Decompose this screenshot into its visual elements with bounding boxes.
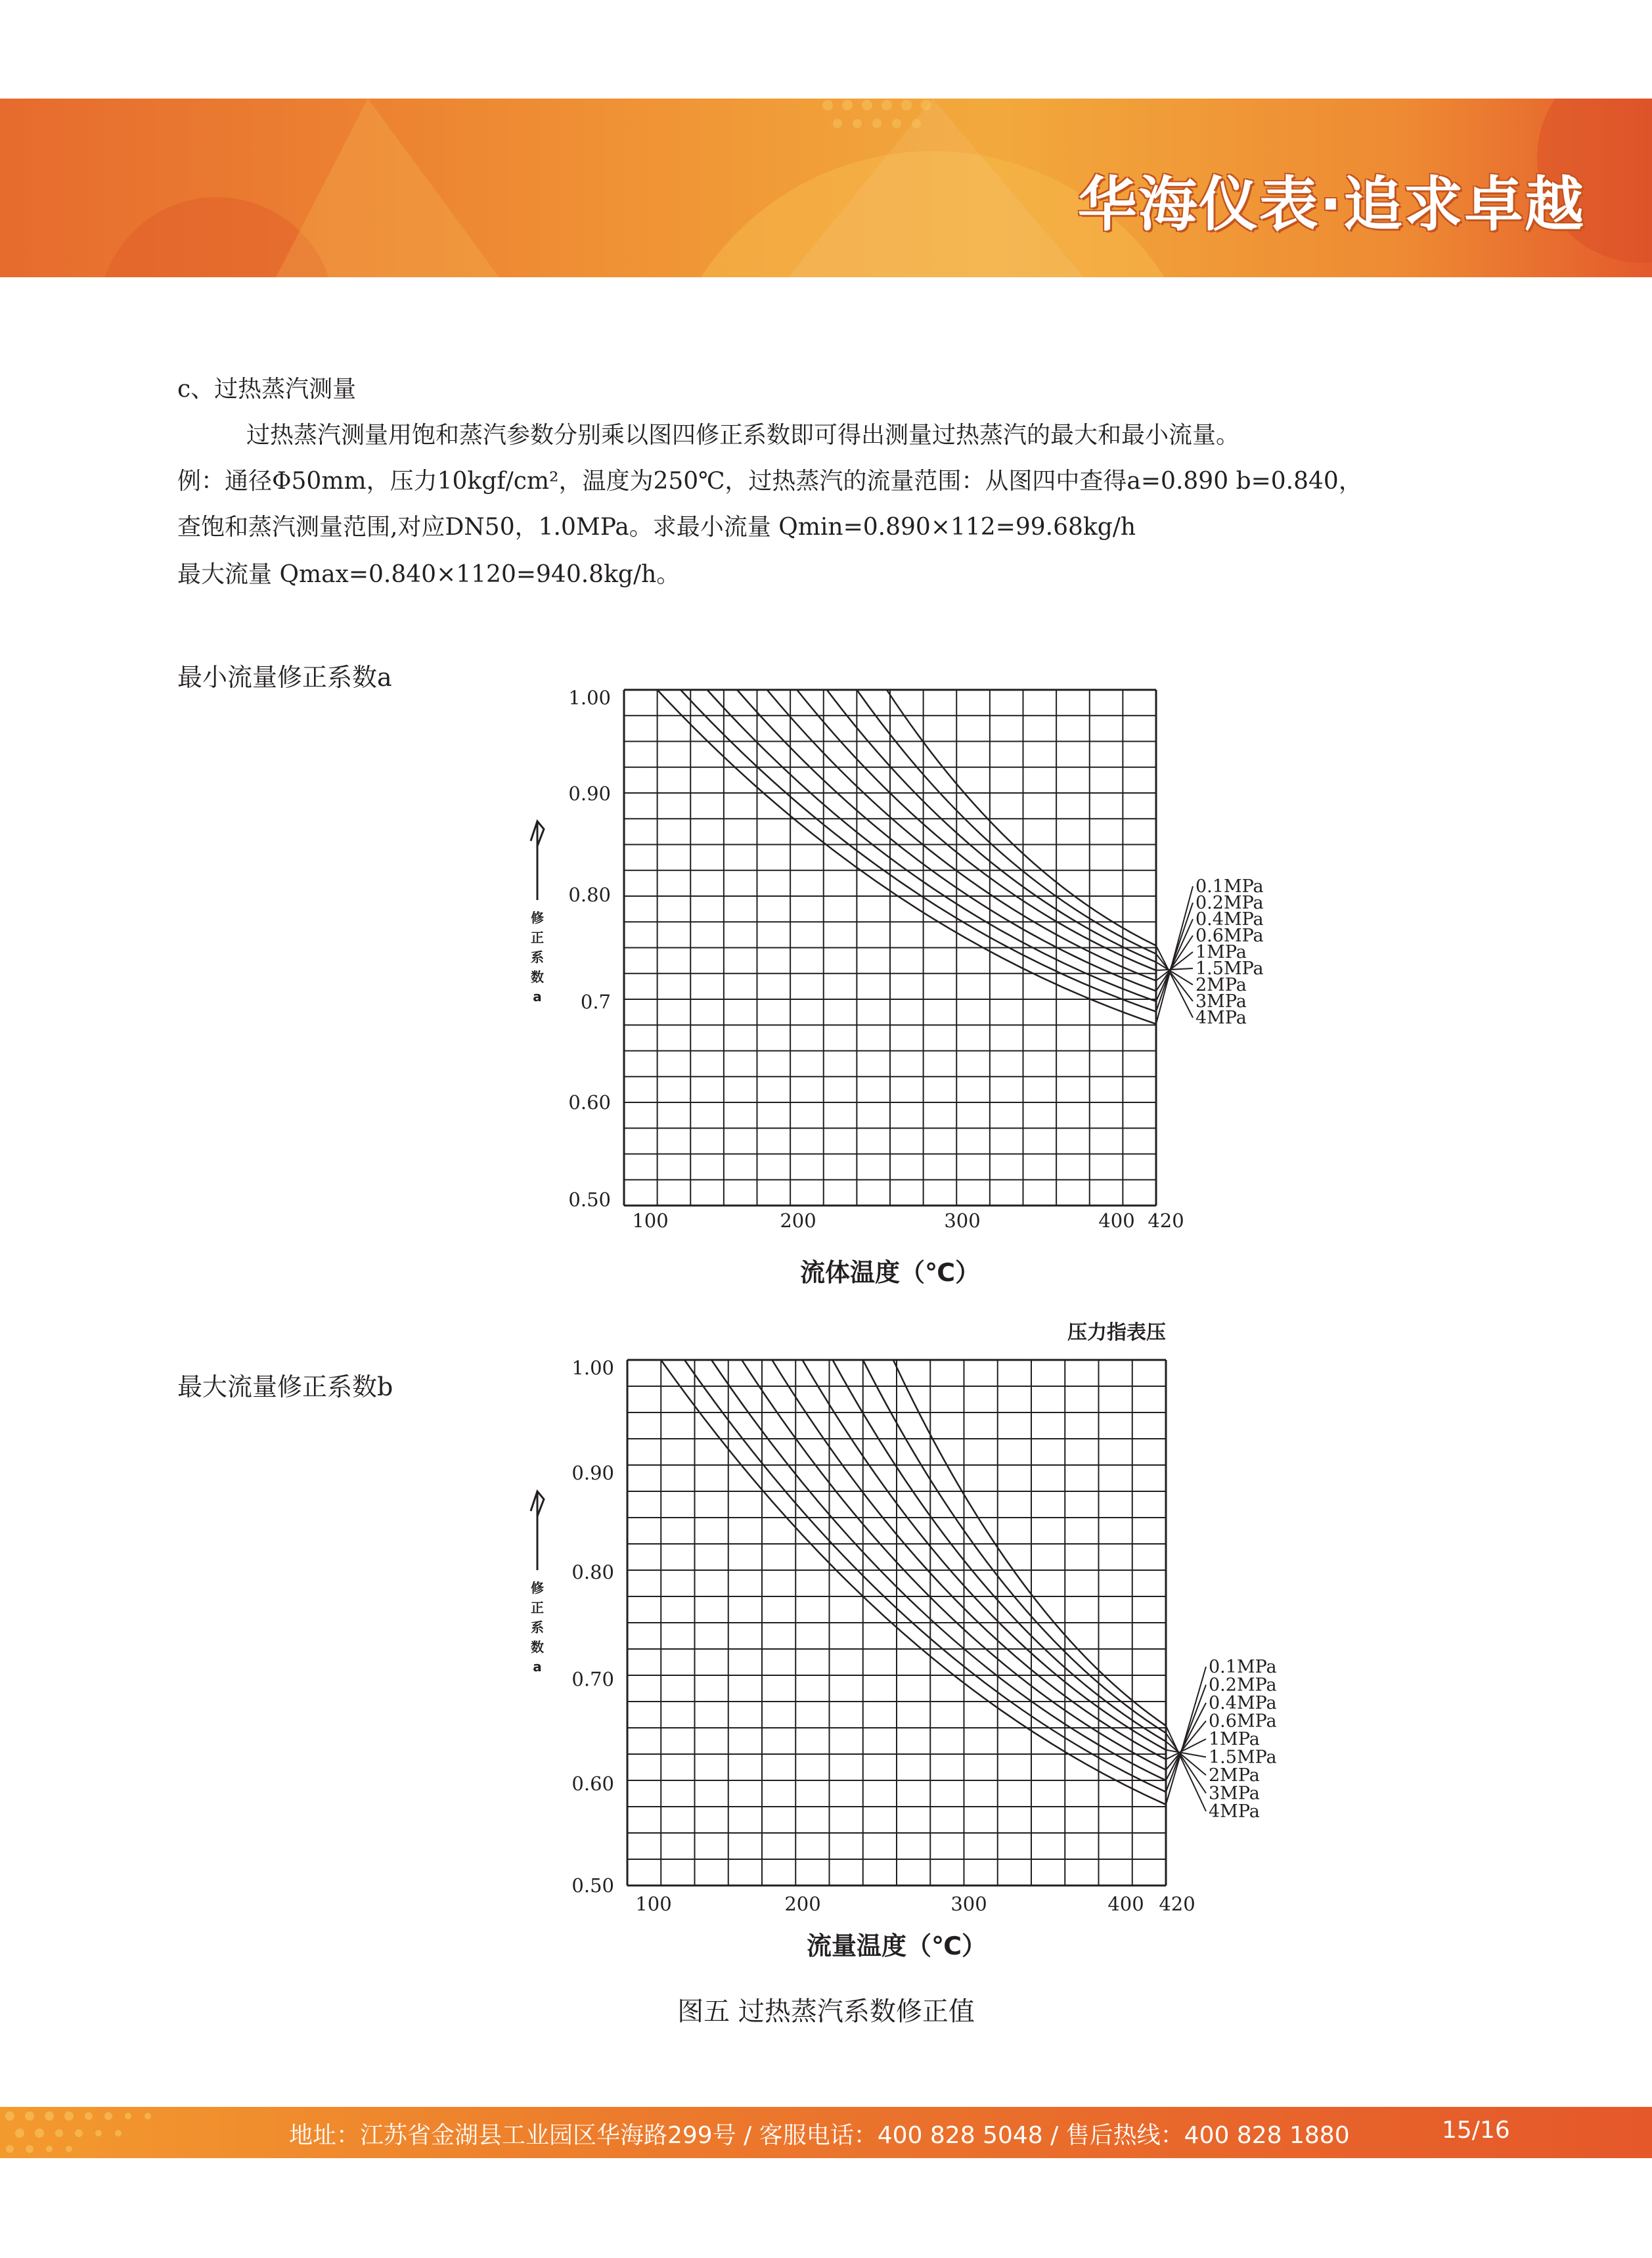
series-line bbox=[767, 690, 1156, 981]
y-tick-label: 0.50 bbox=[571, 1874, 614, 1897]
chart-a-title: 最小流量修正系数a bbox=[177, 663, 392, 692]
chart-b-title: 最大流量修正系数b bbox=[177, 1372, 393, 1401]
legend-label: 0.4MPa bbox=[1209, 1693, 1277, 1713]
legend-label: 0.1MPa bbox=[1195, 876, 1264, 897]
figure-caption: 图五 过热蒸汽系数修正值 bbox=[677, 1997, 975, 2027]
series-line bbox=[772, 1360, 1166, 1759]
legend-leader-line bbox=[1156, 968, 1193, 970]
brand-slogan: 华海仪表·追求卓越 bbox=[1077, 170, 1585, 239]
paragraph-intro: 过热蒸汽测量用饱和蒸汽参数分别乘以图四修正系数即可得出测量过热蒸汽的最大和最小流量。 bbox=[246, 422, 1240, 449]
y-tick-label: 0.60 bbox=[571, 1773, 614, 1795]
y-tick-label: 1.00 bbox=[568, 687, 611, 709]
legend-label: 0.4MPa bbox=[1195, 909, 1264, 930]
footer-contact: 地址：江苏省金湖县工业园区华海路299号 / 客服电话：400 828 5048 / 售后热线：400 828 1880 bbox=[289, 2122, 1350, 2149]
legend-label: 1MPa bbox=[1195, 942, 1247, 962]
y-tick-label: 1.00 bbox=[571, 1357, 614, 1379]
x-axis-label: 流体温度（℃） bbox=[799, 1258, 981, 1287]
y-axis-label-char: 正 bbox=[531, 930, 544, 945]
y-axis-label-char: a bbox=[533, 989, 542, 1005]
paragraph-max-flow: 最大流量 Qmax=0.840×1120=940.8kg/h。 bbox=[177, 561, 681, 588]
paragraph-lookup: 查饱和蒸汽测量范围,对应DN50，1.0MPa。求最小流量 Qmin=0.890×112=99.68kg/h bbox=[177, 514, 1136, 541]
y-tick-label: 0.80 bbox=[568, 884, 611, 906]
x-tick-label: 420 bbox=[1148, 1209, 1184, 1232]
y-tick-label: 0.90 bbox=[571, 1462, 614, 1484]
x-tick-label: 300 bbox=[950, 1893, 987, 1915]
legend-label: 0.2MPa bbox=[1195, 893, 1264, 913]
y-tick-label: 0.90 bbox=[568, 782, 611, 805]
y-axis-label-char: 修 bbox=[531, 1580, 544, 1596]
series-line bbox=[887, 690, 1156, 945]
legend-label: 3MPa bbox=[1209, 1783, 1260, 1804]
legend-label: 0.6MPa bbox=[1195, 926, 1264, 946]
legend-label: 1.5MPa bbox=[1195, 959, 1264, 979]
y-axis-label-char: a bbox=[533, 1659, 542, 1675]
page-number: 15/16 bbox=[1442, 2117, 1510, 2144]
y-axis-label-char: 数 bbox=[531, 1639, 544, 1655]
section-heading: c、过热蒸汽测量 bbox=[177, 376, 357, 403]
x-axis-label: 流量温度（℃） bbox=[806, 1931, 987, 1960]
y-axis-label-char: 正 bbox=[531, 1600, 544, 1615]
legend-label: 0.2MPa bbox=[1209, 1675, 1277, 1696]
x-tick-label: 420 bbox=[1159, 1893, 1195, 1915]
series-line bbox=[803, 1360, 1167, 1750]
y-axis-label-char: 数 bbox=[531, 969, 544, 985]
series-line bbox=[893, 1360, 1166, 1726]
series-line bbox=[737, 690, 1156, 991]
series-line bbox=[661, 1360, 1166, 1805]
legend-label: 0.1MPa bbox=[1209, 1657, 1277, 1677]
legend-label: 1.5MPa bbox=[1209, 1747, 1277, 1768]
y-axis-label-char: 系 bbox=[531, 1619, 544, 1635]
y-tick-label: 0.70 bbox=[571, 1668, 614, 1690]
series-line bbox=[863, 1360, 1166, 1733]
y-axis-label-char: 系 bbox=[531, 949, 544, 965]
series-line bbox=[857, 690, 1156, 954]
legend-label: 2MPa bbox=[1209, 1765, 1260, 1786]
y-tick-label: 0.50 bbox=[568, 1188, 611, 1211]
x-tick-label: 400 bbox=[1098, 1209, 1135, 1232]
series-line bbox=[742, 1360, 1166, 1770]
x-tick-label: 100 bbox=[632, 1209, 669, 1232]
y-tick-label: 0.7 bbox=[580, 991, 611, 1013]
series-line bbox=[707, 690, 1156, 1001]
x-tick-label: 300 bbox=[944, 1209, 981, 1232]
x-tick-label: 100 bbox=[635, 1893, 672, 1915]
y-tick-label: 0.60 bbox=[568, 1091, 611, 1114]
pressure-note: 压力指表压 bbox=[1067, 1321, 1166, 1344]
legend-label: 4MPa bbox=[1195, 1008, 1247, 1028]
y-tick-label: 0.80 bbox=[571, 1561, 614, 1583]
legend-label: 0.6MPa bbox=[1209, 1711, 1277, 1732]
legend-label: 1MPa bbox=[1209, 1729, 1260, 1750]
x-tick-label: 200 bbox=[780, 1209, 816, 1232]
legend-label: 2MPa bbox=[1195, 975, 1247, 995]
y-axis-label-char: 修 bbox=[531, 910, 544, 926]
legend-label: 3MPa bbox=[1195, 991, 1247, 1012]
x-tick-label: 200 bbox=[784, 1893, 821, 1915]
x-tick-label: 400 bbox=[1107, 1893, 1144, 1915]
paragraph-example: 例：通径Φ50mm，压力10kgf/cm²，温度为250℃，过热蒸汽的流量范围：从图四中查得a=0.890 b=0.840， bbox=[177, 468, 1362, 495]
legend-label: 4MPa bbox=[1209, 1801, 1260, 1822]
